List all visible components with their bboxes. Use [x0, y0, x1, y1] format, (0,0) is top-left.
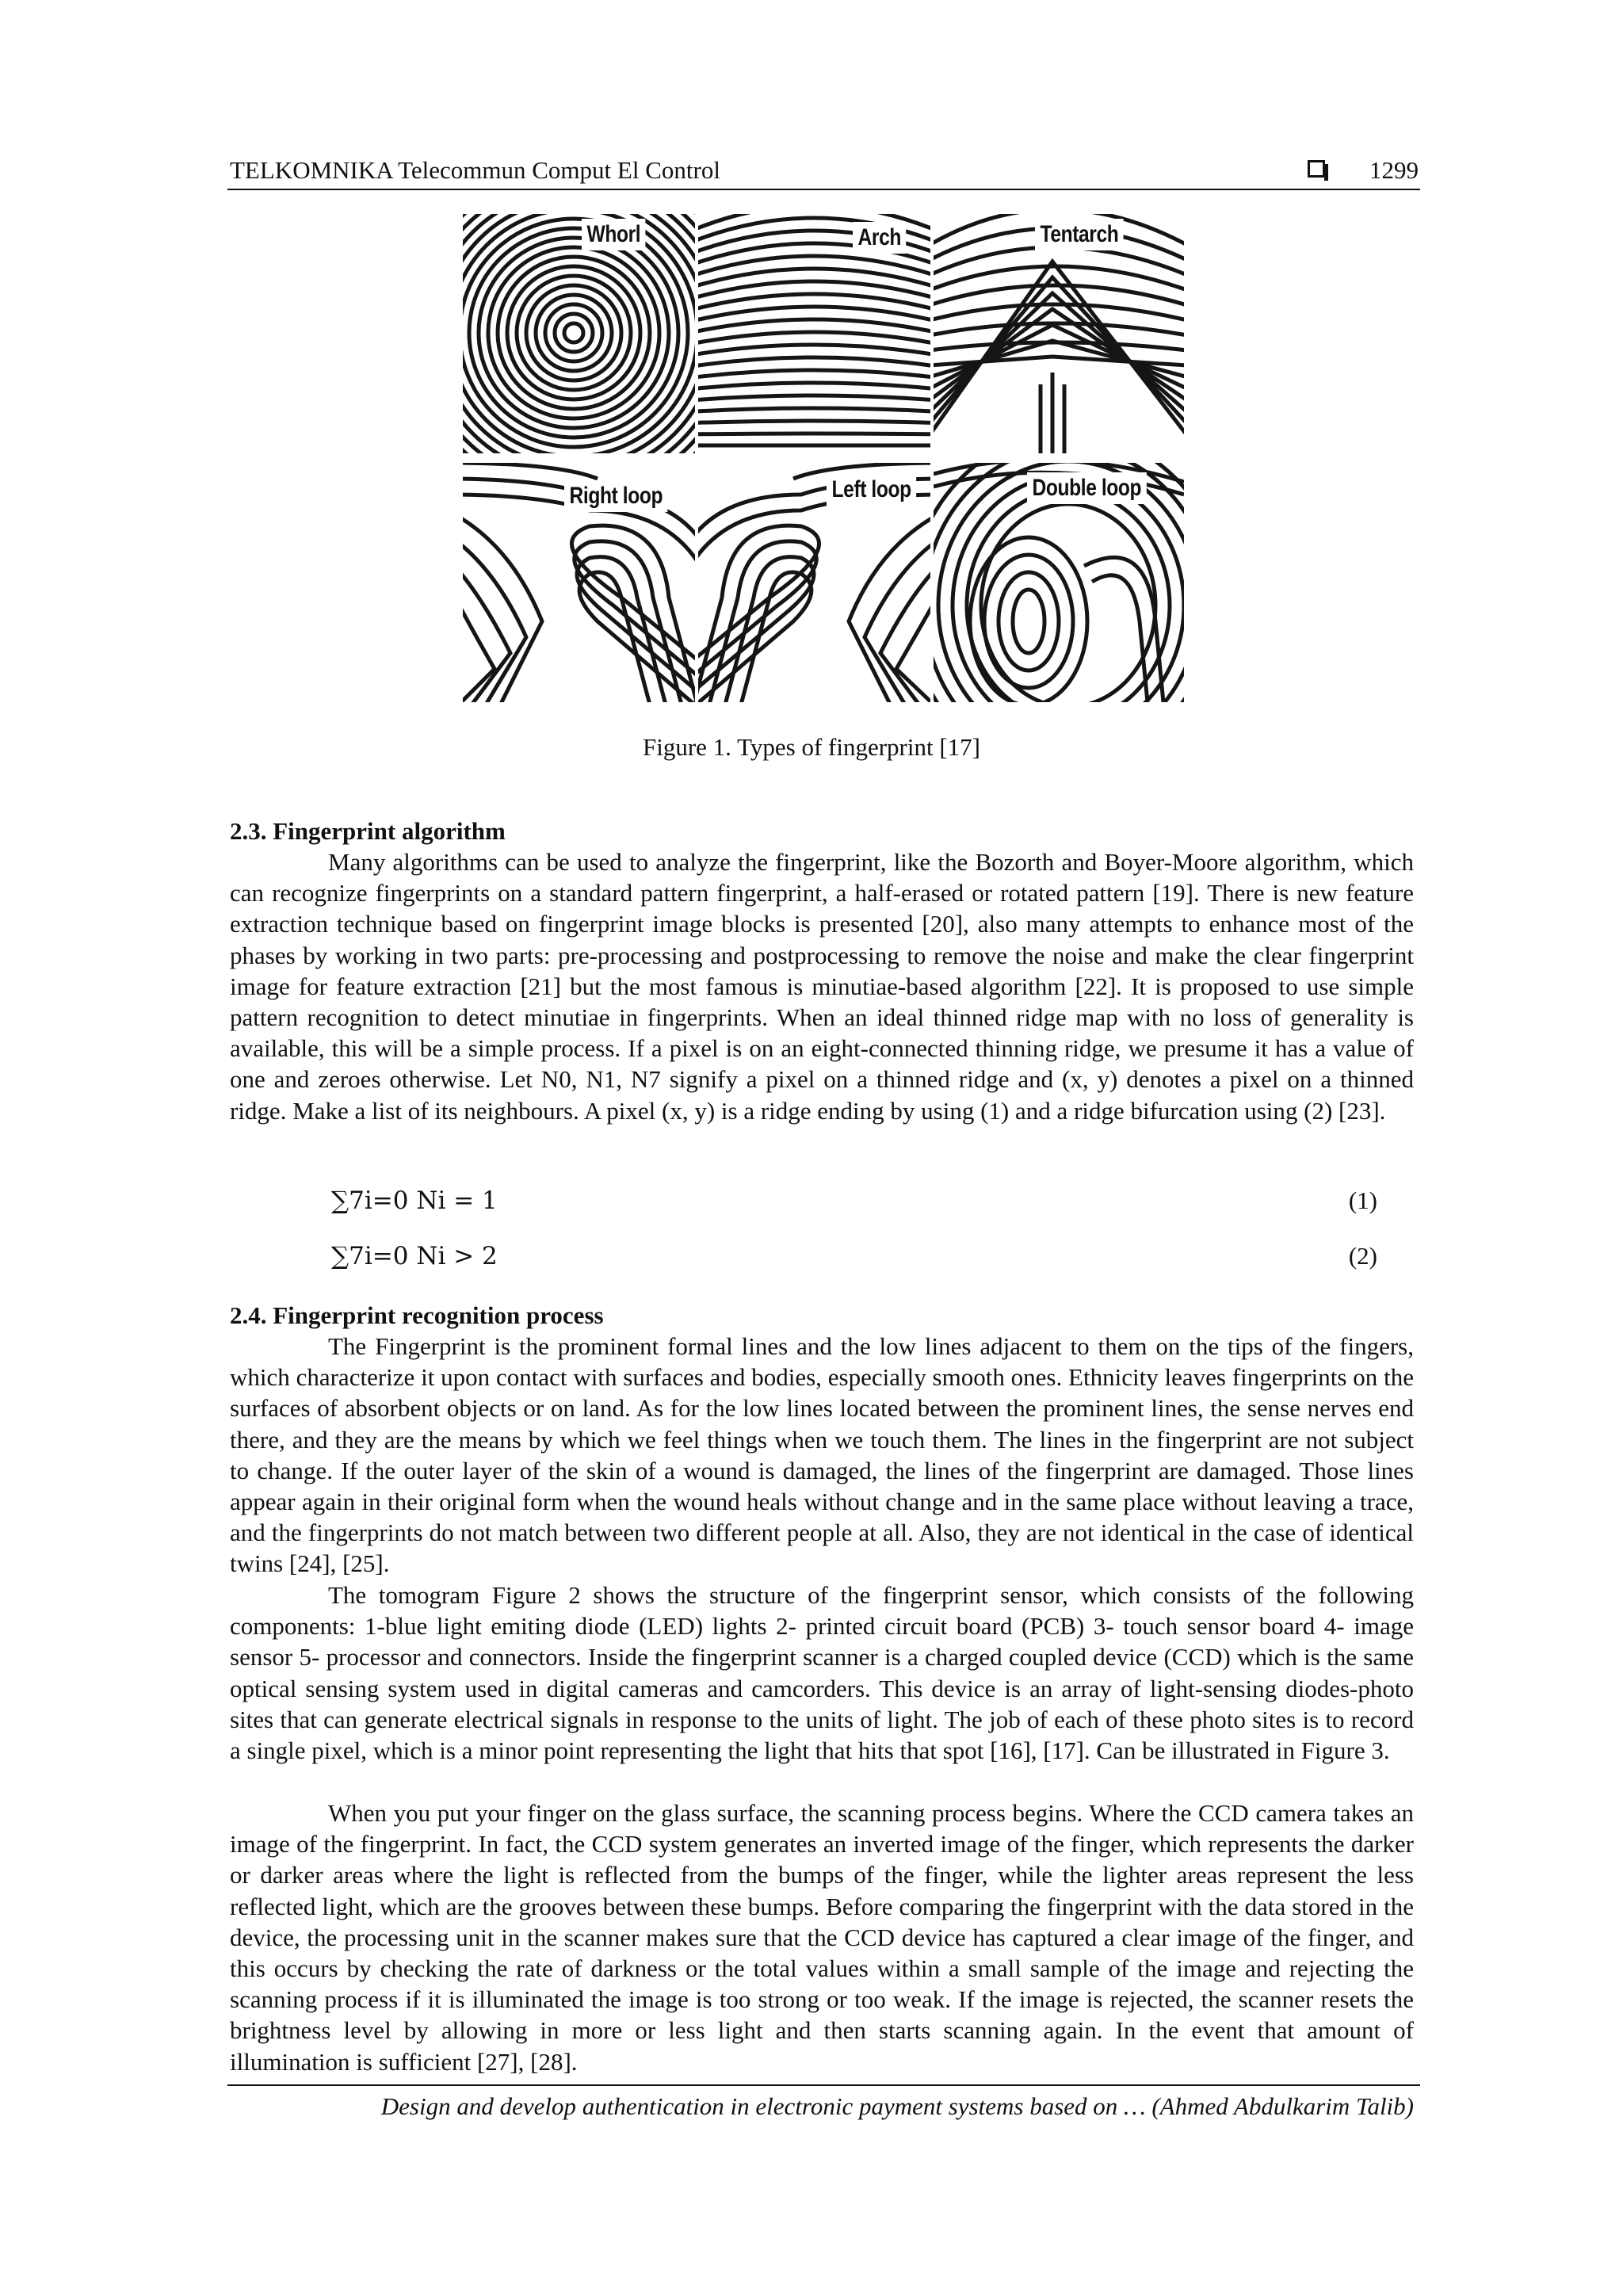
section-2-3-paragraph: [230, 846, 1414, 1126]
fingerprint-left-loop-image: [698, 463, 930, 702]
section-2-3-heading: 2.3. Fingerprint algorithm: [230, 817, 506, 845]
section-2-4-paragraph-1-text: The Fingerprint is the prominent formal lines and the low lines adjacent to them on the tips of the fingers, which characterize it upon contact with surfaces and bodies, especially smooth ones. Ethnicity leaves fingerprints on the surfaces of absorbent objects or on land. As for the low lines located between the prominent lines, the sense nerves end there, and they are the means by which we feel things when we touch them. The lines in the fingerprint are not subject to change. If the outer layer of the skin of a wound is damaged, the lines of the fingerprint are damaged. Those lines appear again in their original form when the wound heals without change and in the same place without leaving a trace, and the fingerprints do not match between two different people at all. Also, they are not identical in the case of identical twins [24], [25].: [230, 1332, 1414, 1578]
left-loop-label: Left loop: [827, 474, 916, 506]
equation-2: ∑7i=0 Ni > 2: [331, 1242, 498, 1270]
footer-divider: [227, 2084, 1420, 2086]
header-divider: [227, 189, 1420, 190]
page-number: 1299: [1369, 156, 1419, 184]
section-2-4-paragraph-3-text: When you put your finger on the glass surface, the scanning process begins. Where the CCD camera takes an image of the fingerprint. In fact, the CCD system generates an inverted image of the finger, which represents the darker or darker areas where the light is reflected from the bumps of the finger, while the lighter areas represent the less reflected light, which are the grooves between these bumps. Before comparing the fingerprint with the data stored in the device, the processing unit in the scanner makes sure that the CCD device has captured a clear image of the finger, and this occurs by checking the rate of darkness or the total values within a small sample of the image and rejecting the scanning process if it is illuminated the image is too strong or too weak. If the image is rejected, the scanner resets the brightness level by allowing in more or less light and then starts scanning again. In the event that amount of illumination is sufficient [27], [28].: [230, 1799, 1414, 2076]
section-2-4-paragraph-2-text: The tomogram Figure 2 shows the structure of the fingerprint sensor, which consists of the following components: 1-blue light emiting diode (LED) lights 2- printed circuit board (PCB) 3- touch sensor board 4- image sensor 5- processor and connectors. Inside the fingerprint scanner is a charged coupled device (CCD) which is the same optical sensing system used in digital cameras and camcorders. This device is an array of light-sensing diodes-photo sites that can generate electrical signals in response to the units of light. The job of each of these photo sites is to record a single pixel, which is a minor point representing the light that hits that spot [16], [17]. Can be illustrated in Figure 3.: [230, 1581, 1414, 1765]
whorl-ridges: [463, 214, 695, 453]
equation-1-number: (1): [1348, 1186, 1377, 1214]
arch-label: Arch: [853, 222, 907, 254]
section-2-4-paragraph-3: [230, 1797, 1414, 2077]
section-2-4-paragraph-1: [230, 1331, 1414, 1580]
square-bullet-icon: [1308, 160, 1325, 178]
running-footer: Design and develop authentication in electronic payment systems based on … (Ahmed Abdulkarim Talib): [380, 2092, 1414, 2120]
tentarch-label: Tentarch: [1035, 219, 1124, 250]
fingerprint-double-loop-image: [934, 463, 1184, 702]
page-header: [230, 155, 1419, 189]
section-2-3-paragraph-text: Many algorithms can be used to analyze the fingerprint, like the Bozorth and Boyer-Moore algorithm, which can recognize fingerprints on a standard pattern fingerprint, a half-erased or rotated pattern [19]. There is new feature extraction technique based on fingerprint image blocks is presented [20], also many attempts to enhance most of the phases by working in two parts: pre-processing and postprocessing to remove the noise and make the clear fingerprint image for feature extraction [21] but the most famous is minutiae-based algorithm [22]. It is proposed to use simple pattern recognition to detect minutiae in fingerprints. When an ideal thinned ridge map with no loss of generality is available, this will be a simple process. If a pixel is on an eight-connected thinning ridge, we presume it has a value of one and zeroes otherwise. Let N0, N1, N7 signify a pixel on a thinned ridge and (x, y) denotes a pixel on a thinned ridge. Make a list of its neighbours. A pixel (x, y) is a ridge ending by using (1) and a ridge bifurcation using (2) [23].: [230, 848, 1414, 1125]
whorl-label: Whorl: [582, 219, 646, 250]
equation-1: ∑7i=0 Ni = 1: [331, 1186, 498, 1215]
figure-1-fingerprint-types: [463, 214, 1184, 707]
fingerprint-right-loop-image: [463, 463, 695, 702]
fingerprint-whorl-image: [463, 214, 695, 453]
double-loop-label: Double loop: [1027, 472, 1147, 504]
section-2-4-heading: 2.4. Fingerprint recognition process: [230, 1301, 604, 1329]
section-2-4-paragraph-2: [230, 1580, 1414, 1766]
equation-2-number: (2): [1348, 1242, 1377, 1270]
fingerprint-arch-image: [698, 214, 930, 453]
figure-1-caption: Figure 1. Types of fingerprint [17]: [642, 733, 980, 761]
right-loop-label: Right loop: [564, 480, 668, 512]
journal-name: TELKOMNIKA Telecommun Comput El Control: [230, 156, 720, 184]
fingerprint-tentarch-image: [934, 214, 1184, 453]
